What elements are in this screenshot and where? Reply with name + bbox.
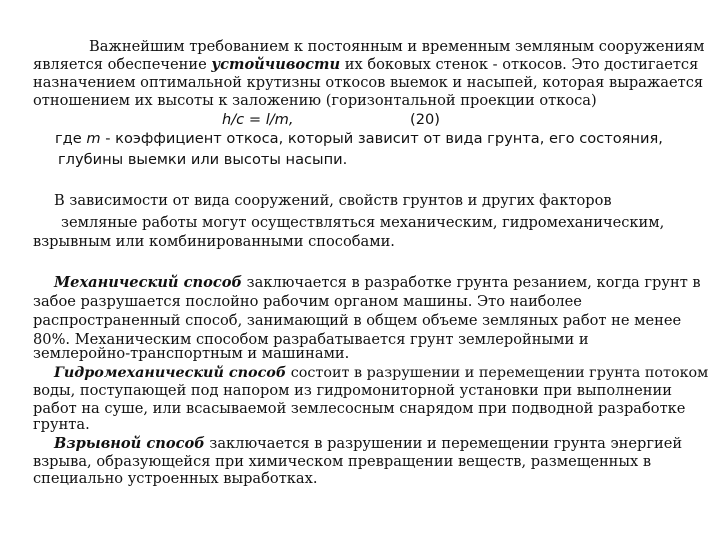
text-span: землеройно-транспортным и машинами. [33,345,350,362]
paragraph-hydromechanical-line-3 [33,400,685,418]
paragraph-explosive-line-2 [33,453,651,471]
paragraph-methods-line-1 [54,192,612,210]
text-span: отношением их высоты к заложению (горизонтальной проекции откоса) [33,92,597,109]
text-span: состоит в разрушении и перемещении грунта потоком [286,365,709,381]
text-span: является обеспечение [33,56,212,73]
text-span: земляные работы могут осуществляться механическим, гидромеханическим, [61,214,665,231]
text-span: заключается в разработке грунта резанием, когда грунт в [242,274,701,291]
paragraph-requirements-line-3 [33,74,703,92]
term-explosive: Взрывной способ [54,435,205,452]
paragraph-hydromechanical-line-4 [33,416,90,434]
text-span: 80%. Механическим способом разрабатывается грунт землеройными и [33,331,589,348]
text-span: взрывным или комбинированными способами. [33,233,395,250]
paragraph-requirements-line-2 [33,56,698,74]
text-span: забое разрушается послойно рабочим органом машины. Это наиболее [33,293,582,310]
paragraph-mechanical-line-2 [33,293,582,311]
variable-m: m [86,130,101,147]
text-span: назначением оптимальной крутизны откосов выемок и насыпей, которая выражается [33,74,704,91]
text-span: взрыва, образующейся при химическом превращении веществ, размещенных в [33,453,652,470]
paragraph-hydromechanical-line-2 [33,382,672,400]
formula-explanation-line-1 [55,130,663,148]
text-span: грунта. [33,416,90,433]
paragraph-methods-line-3 [33,233,395,251]
term-mechanical: Механический способ [54,274,243,291]
formula-number [410,111,440,129]
paragraph-mechanical-line-3 [33,312,681,330]
paragraph-hydromechanical-line-1 [54,364,708,382]
paragraph-requirements-line-4 [33,92,597,110]
paragraph-methods-line-2 [61,214,664,232]
text-span: - коэффициент откоса, который зависит от вида грунта, его состояния, [100,130,663,147]
paragraph-explosive-line-3 [33,470,317,488]
paragraph-requirements-line-1 [89,38,705,56]
term-stability: устойчивости [211,56,341,73]
text-span: распространенный способ, занимающий в общем объеме земляных работ не менее [33,312,682,329]
formula-text: h/c = l/m, [222,111,294,128]
formula-number-text: (20) [410,111,440,128]
text-span: их боковых стенок - откосов. Это достигается [340,56,699,73]
text-span: Важнейшим требованием к постоянным и временным земляным сооружениям [89,38,705,55]
paragraph-explosive-line-1 [54,435,682,453]
text-span: где [55,130,87,147]
paragraph-mechanical-line-5 [33,345,349,363]
text-span: глубины выемки или высоты насыпи. [58,151,348,168]
text-span: заключается в разрушении и перемещении грунта энергией [204,435,683,452]
text-span: В зависимости от вида сооружений, свойств грунтов и других факторов [54,192,612,209]
paragraph-mechanical-line-1 [54,274,701,292]
term-hydromechanical: Гидромеханический способ [54,365,287,381]
formula-explanation-line-2 [58,151,347,169]
text-span: воды, поступающей под напором из гидромониторной установки при выполнении [33,382,672,399]
text-span: специально устроенных выработках. [33,470,318,487]
formula-expression [222,111,294,129]
text-span: работ на суше, или всасываемой землесосным снарядом при подводной разработке [33,400,686,417]
